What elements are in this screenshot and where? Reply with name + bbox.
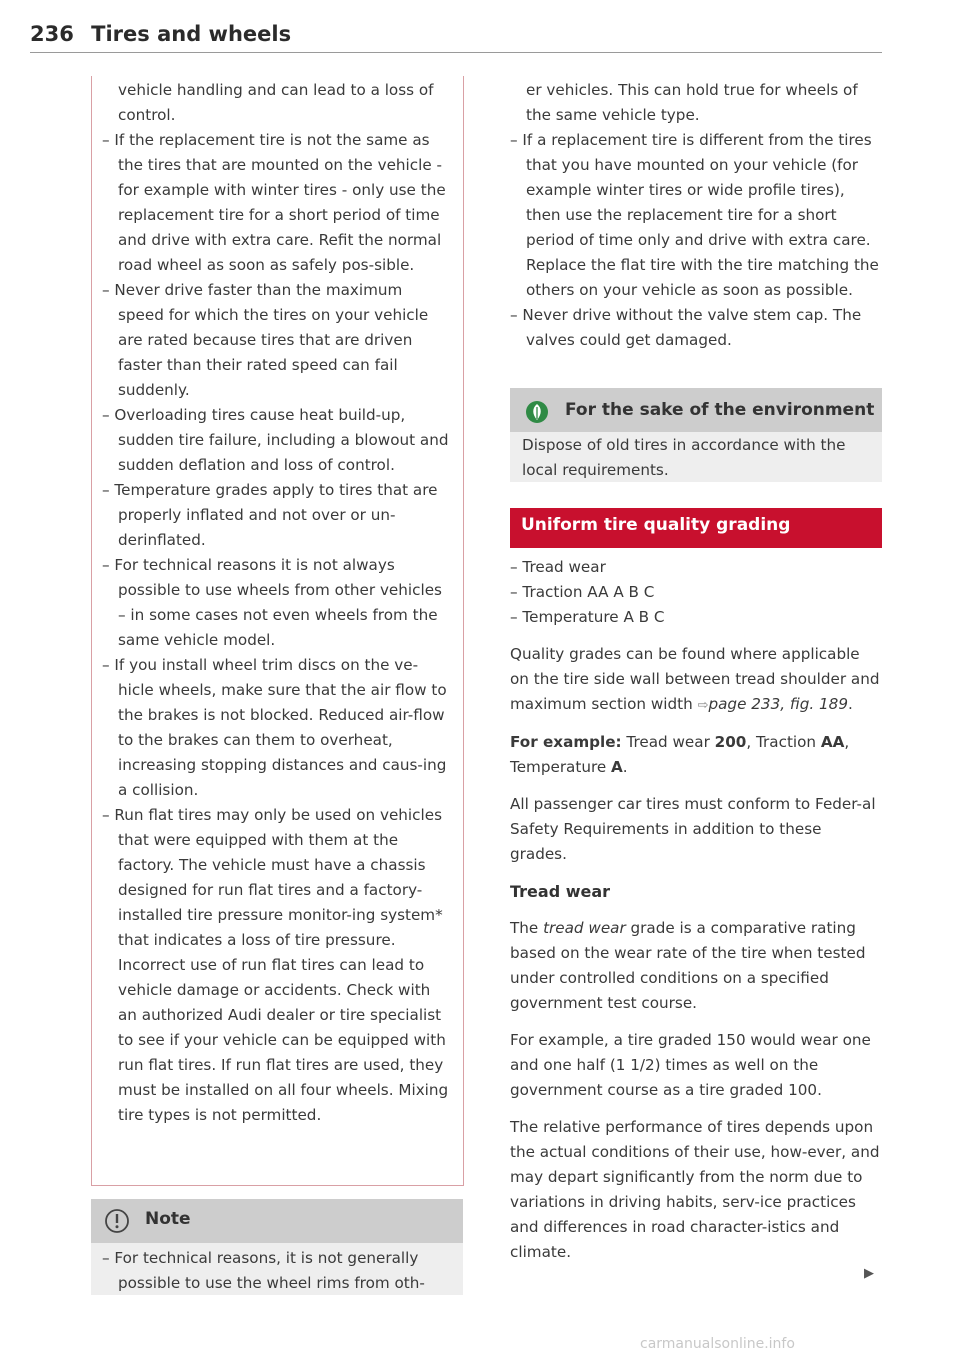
tread-paragraph: For example, a tire graded 150 would wear one and one half (1 1/2) times as well on the government course as a tire graded 100. xyxy=(510,1031,871,1099)
leaf-circle-icon xyxy=(524,399,550,429)
info-circle-icon xyxy=(104,1208,130,1238)
note-line: – For technical reasons, it is not generally possible to use the wheel rims from oth- xyxy=(102,1249,425,1292)
header-divider xyxy=(30,52,882,53)
grading-content xyxy=(510,555,882,1277)
tread-term: tread wear xyxy=(543,919,626,937)
example-text: Tread wear xyxy=(626,733,710,751)
note-continuation xyxy=(510,78,880,353)
note-text xyxy=(102,1246,457,1296)
note-line: – If a replacement tire is different from the tires that you have mounted on your vehicle (for example winter tires or wide profile tires), then use the replacement tire for a short period of time only and drive with extra care. Replace the flat tire with the tire matching the others on your vehicle as soon as possible. xyxy=(510,131,879,299)
continue-arrow-icon: ▶ xyxy=(864,1266,874,1281)
tread-wear-heading: Tread wear xyxy=(510,882,611,901)
warning-line: – Temperature grades apply to tires that are properly inflated and not over or un-derinflated. xyxy=(102,481,438,549)
watermark: carmanualsonline.info xyxy=(640,1336,795,1352)
warning-text xyxy=(102,78,452,1128)
environment-text: Dispose of old tires in accordance with the local requirements. xyxy=(522,436,846,479)
warning-line: – If the replacement tire is not the same as the tires that are mounted on the vehicle - for example with winter tires - only use the replacement tire for a short period of time and drive with extra care. Refit the normal road wheel as soon as safely pos-sible. xyxy=(102,131,446,274)
grade-item: – Traction AA A B C xyxy=(510,583,655,601)
note-line: er vehicles. This can hold true for wheels of the same vehicle type. xyxy=(526,81,858,124)
tread-text: The xyxy=(510,919,539,937)
example-text: Traction xyxy=(756,733,817,751)
tread-paragraph xyxy=(510,916,882,1016)
environment-title: For the sake of the environment xyxy=(565,400,875,420)
example-paragraph: For example: Tread wear 200, Traction AA, Temperature A. xyxy=(510,733,850,776)
warning-line: – For technical reasons it is not always possible to use wheels from other vehicles – in some cases not even wheels from the same vehicle model. xyxy=(102,556,442,649)
example-value: A xyxy=(611,758,623,776)
warning-line: – Run flat tires may only be used on vehicles that were equipped with them at the factory. The vehicle must have a chassis designed for run flat tires and a factory-installed tire pressure monitor-ing system* that indicates a loss of tire pressure. Incorrect use of run flat tires can lead to vehicle damage or accidents. Check with an authorized Audi dealer or tire specialist to see if your vehicle can be equipped with run flat tires. If run flat tires are used, they must be installed on all four wheels. Mixing tire types is not permitted. xyxy=(102,806,449,1124)
note-title: Note xyxy=(145,1209,191,1229)
page-header xyxy=(30,22,291,46)
example-text: Temperature xyxy=(510,758,607,776)
quality-text: Quality grades can be found where applicable on the tire side wall between tread shoulder and maximum section width xyxy=(510,645,880,713)
section-title: Tires and wheels xyxy=(91,22,292,46)
quality-paragraph: Quality grades can be found where applicable on the tire side wall between tread shoulder and maximum section width ⇨page 233, fig. 189. xyxy=(510,645,880,713)
note-line: – Never drive without the valve stem cap. The valves could get damaged. xyxy=(510,306,862,349)
federal-paragraph: All passenger car tires must conform to Feder-al Safety Requirements in addition to these grades. xyxy=(510,795,876,863)
tread-text: grade is a comparative rating based on the wear rate of the tire when tested under controlled conditions on a specified government test course. xyxy=(510,919,866,1012)
example-value: AA xyxy=(820,733,845,751)
page-number: 236 xyxy=(30,22,74,46)
warning-line: – Never drive faster than the maximum speed for which the tires on your vehicle are rated because tires that are driven faster than their rated speed can fail suddenly. xyxy=(102,281,429,399)
section-heading: Uniform tire quality grading xyxy=(521,515,791,535)
warning-line: – Overloading tires cause heat build-up, sudden tire failure, including a blowout and sudden deflation and loss of control. xyxy=(102,406,449,474)
example-value: 200 xyxy=(714,733,747,751)
tread-paragraph: The relative performance of tires depends upon the actual conditions of their use, how-ever, and may depart significantly from the norm due to variations in driving habits, serv-ice practices and differences in road character-istics and climate. xyxy=(510,1118,880,1261)
grade-item: – Temperature A B C xyxy=(510,608,665,626)
example-label: For example: xyxy=(510,733,622,751)
page-reference-link[interactable]: page 233, fig. 189 xyxy=(708,695,848,713)
grade-item: – Tread wear xyxy=(510,558,606,576)
warning-line: – If you install wheel trim discs on the ve-hicle wheels, make sure that the air flow to the brakes is not blocked. Reduced air-flow to the brakes can them to overheat, increasing stopping distances and caus-ing a collision. xyxy=(102,656,447,799)
warning-line: vehicle handling and can lead to a loss of control. xyxy=(118,81,434,124)
arrow-right-icon: ⇨ xyxy=(697,698,709,713)
